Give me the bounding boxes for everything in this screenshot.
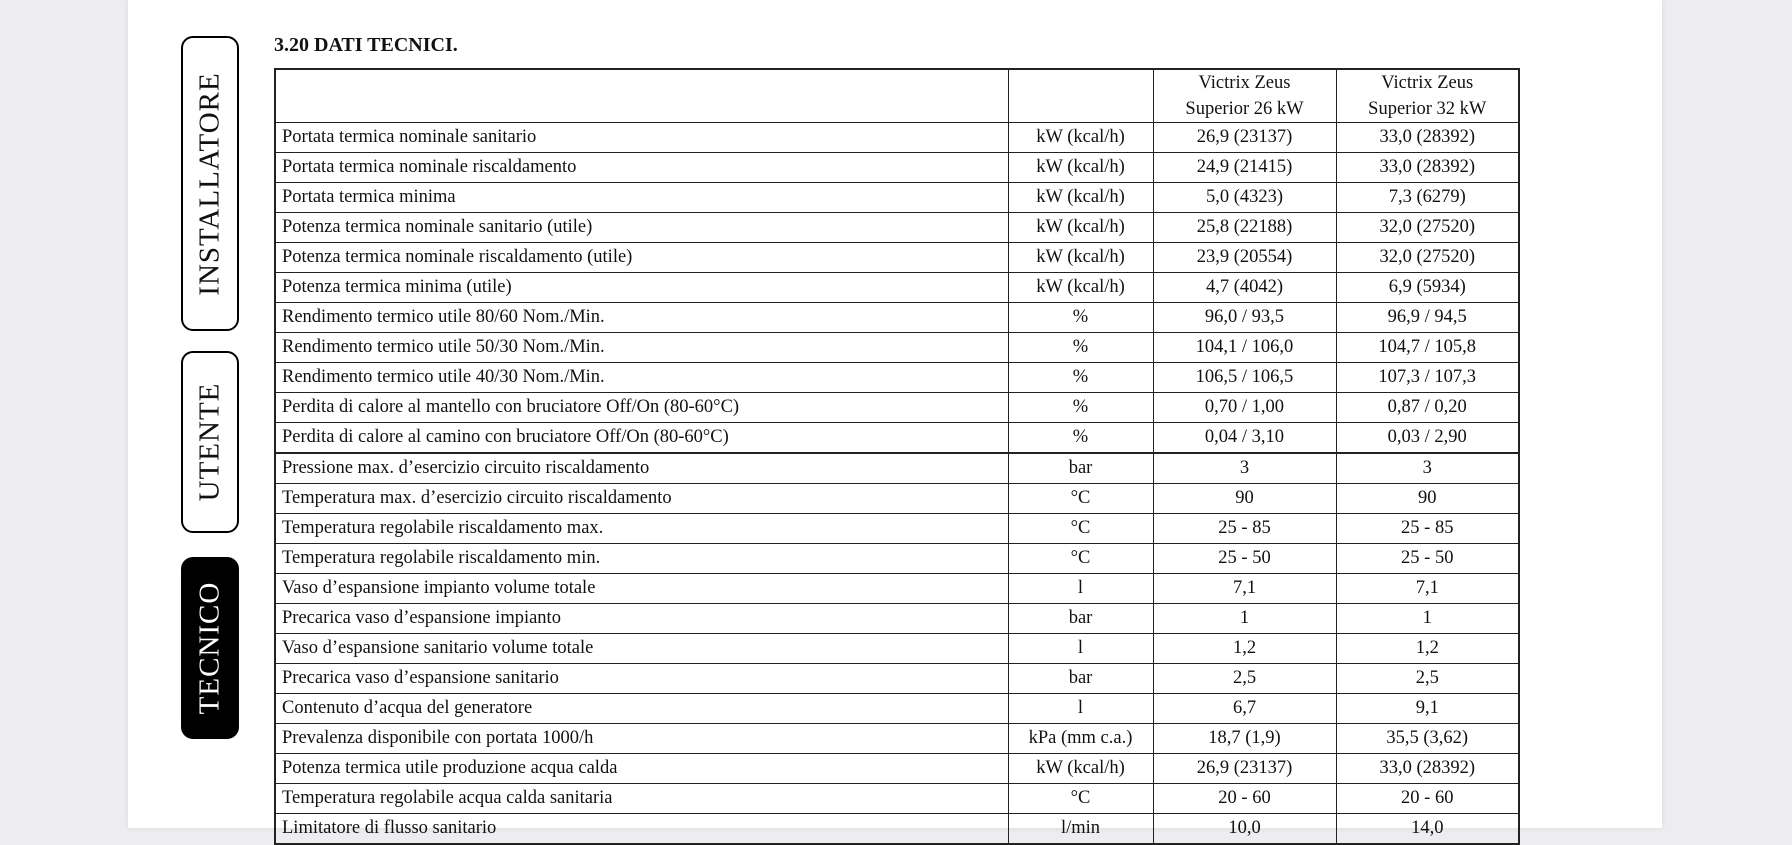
row-name: Temperatura regolabile riscaldamento max. [275,514,1008,544]
row-name: Portata termica nominale riscaldamento [275,153,1008,183]
row-value-32kw: 3 [1336,453,1519,484]
table-row [275,153,1519,183]
table-row [275,544,1519,574]
header-model-a-line1: Victrix Zeus [1198,73,1291,93]
row-value-32kw: 9,1 [1336,694,1519,724]
row-value-26kw: 96,0 / 93,5 [1153,303,1336,333]
header-model-a-line2: Superior 26 kW [1185,99,1304,119]
row-value-32kw: 107,3 / 107,3 [1336,363,1519,393]
table-row [275,273,1519,303]
row-value-32kw: 35,5 (3,62) [1336,724,1519,754]
row-unit: bar [1008,664,1153,694]
row-value-26kw: 7,1 [1153,574,1336,604]
header-model-b-line1: Victrix Zeus [1381,73,1474,93]
row-value-26kw: 20 - 60 [1153,784,1336,814]
header-empty-name [275,69,1008,123]
row-value-26kw: 1 [1153,604,1336,634]
row-value-32kw: 7,1 [1336,574,1519,604]
row-name: Contenuto d’acqua del generatore [275,694,1008,724]
table-row [275,694,1519,724]
row-unit: kPa (mm c.a.) [1008,724,1153,754]
table-row [275,363,1519,393]
row-name: Temperatura max. d’esercizio circuito riscaldamento [275,484,1008,514]
tab-utente-label: UTENTE [193,382,226,502]
row-unit: bar [1008,604,1153,634]
row-unit: °C [1008,484,1153,514]
row-value-26kw: 6,7 [1153,694,1336,724]
row-value-26kw: 2,5 [1153,664,1336,694]
row-name: Rendimento termico utile 80/60 Nom./Min. [275,303,1008,333]
row-name: Portata termica minima [275,183,1008,213]
tab-installatore[interactable] [181,36,239,331]
table-row [275,423,1519,454]
row-unit: l [1008,574,1153,604]
row-value-32kw: 33,0 (28392) [1336,153,1519,183]
row-value-32kw: 7,3 (6279) [1336,183,1519,213]
row-unit: kW (kcal/h) [1008,273,1153,303]
row-unit: % [1008,393,1153,423]
table-row [275,724,1519,754]
row-value-26kw: 106,5 / 106,5 [1153,363,1336,393]
table-header-row [275,69,1519,123]
row-name: Vaso d’espansione impianto volume totale [275,574,1008,604]
table-row [275,333,1519,363]
row-value-26kw: 4,7 (4042) [1153,273,1336,303]
table-row [275,604,1519,634]
row-name: Precarica vaso d’espansione sanitario [275,664,1008,694]
row-value-26kw: 26,9 (23137) [1153,123,1336,153]
technical-data-table [274,68,1520,845]
row-value-26kw: 104,1 / 106,0 [1153,333,1336,363]
row-value-32kw: 1 [1336,604,1519,634]
row-name: Perdita di calore al camino con bruciatore Off/On (80-60°C) [275,423,1008,454]
row-unit: kW (kcal/h) [1008,183,1153,213]
row-name: Limitatore di flusso sanitario [275,814,1008,845]
row-value-26kw: 0,70 / 1,00 [1153,393,1336,423]
row-name: Vaso d’espansione sanitario volume totale [275,634,1008,664]
header-model-b [1336,69,1519,123]
row-unit: °C [1008,514,1153,544]
table-row [275,484,1519,514]
tab-utente[interactable] [181,351,239,533]
row-value-32kw: 1,2 [1336,634,1519,664]
row-unit: °C [1008,544,1153,574]
tab-installatore-label: INSTALLATORE [193,71,226,296]
row-name: Potenza termica nominale riscaldamento (utile) [275,243,1008,273]
row-value-26kw: 23,9 (20554) [1153,243,1336,273]
row-value-32kw: 6,9 (5934) [1336,273,1519,303]
table-row [275,574,1519,604]
row-value-26kw: 25,8 (22188) [1153,213,1336,243]
row-value-32kw: 33,0 (28392) [1336,754,1519,784]
row-name: Precarica vaso d’espansione impianto [275,604,1008,634]
row-unit: % [1008,303,1153,333]
table-row [275,784,1519,814]
row-value-32kw: 32,0 (27520) [1336,213,1519,243]
row-unit: bar [1008,453,1153,484]
table-row [275,123,1519,153]
row-unit: °C [1008,784,1153,814]
row-value-32kw: 96,9 / 94,5 [1336,303,1519,333]
row-unit: kW (kcal/h) [1008,754,1153,784]
row-value-26kw: 1,2 [1153,634,1336,664]
row-unit: kW (kcal/h) [1008,153,1153,183]
row-unit: % [1008,333,1153,363]
row-unit: % [1008,423,1153,454]
header-model-a [1153,69,1336,123]
table-row [275,183,1519,213]
table-row [275,393,1519,423]
table-row [275,514,1519,544]
table-row [275,634,1519,664]
row-value-26kw: 10,0 [1153,814,1336,845]
row-unit: l/min [1008,814,1153,845]
row-name: Temperatura regolabile acqua calda sanitaria [275,784,1008,814]
row-value-32kw: 25 - 85 [1336,514,1519,544]
row-value-26kw: 25 - 50 [1153,544,1336,574]
row-value-26kw: 90 [1153,484,1336,514]
table-row [275,243,1519,273]
row-name: Potenza termica utile produzione acqua calda [275,754,1008,784]
table-row [275,754,1519,784]
table-row [275,664,1519,694]
row-value-26kw: 3 [1153,453,1336,484]
row-name: Prevalenza disponibile con portata 1000/h [275,724,1008,754]
row-unit: % [1008,363,1153,393]
tab-tecnico[interactable] [181,557,239,739]
row-name: Pressione max. d’esercizio circuito riscaldamento [275,453,1008,484]
row-value-32kw: 0,87 / 0,20 [1336,393,1519,423]
row-name: Potenza termica minima (utile) [275,273,1008,303]
row-unit: l [1008,634,1153,664]
header-model-b-line2: Superior 32 kW [1368,99,1487,119]
row-value-26kw: 24,9 (21415) [1153,153,1336,183]
row-value-26kw: 5,0 (4323) [1153,183,1336,213]
row-unit: kW (kcal/h) [1008,213,1153,243]
row-value-32kw: 32,0 (27520) [1336,243,1519,273]
row-value-32kw: 104,7 / 105,8 [1336,333,1519,363]
section-title: 3.20 DATI TECNICI. [274,34,458,56]
row-name: Temperatura regolabile riscaldamento min. [275,544,1008,574]
tab-tecnico-label: TECNICO [193,581,226,715]
row-name: Rendimento termico utile 50/30 Nom./Min. [275,333,1008,363]
row-value-32kw: 0,03 / 2,90 [1336,423,1519,454]
row-value-26kw: 25 - 85 [1153,514,1336,544]
table-row [275,303,1519,333]
table-row [275,814,1519,845]
row-unit: kW (kcal/h) [1008,243,1153,273]
row-value-32kw: 2,5 [1336,664,1519,694]
row-value-32kw: 20 - 60 [1336,784,1519,814]
header-empty-unit [1008,69,1153,123]
row-value-32kw: 14,0 [1336,814,1519,845]
table-row [275,453,1519,484]
row-value-26kw: 26,9 (23137) [1153,754,1336,784]
row-name: Rendimento termico utile 40/30 Nom./Min. [275,363,1008,393]
row-unit: kW (kcal/h) [1008,123,1153,153]
row-value-26kw: 18,7 (1,9) [1153,724,1336,754]
row-value-26kw: 0,04 / 3,10 [1153,423,1336,454]
row-value-32kw: 33,0 (28392) [1336,123,1519,153]
row-value-32kw: 90 [1336,484,1519,514]
row-name: Perdita di calore al mantello con bruciatore Off/On (80-60°C) [275,393,1008,423]
row-name: Portata termica nominale sanitario [275,123,1008,153]
row-name: Potenza termica nominale sanitario (utile) [275,213,1008,243]
table-row [275,213,1519,243]
row-unit: l [1008,694,1153,724]
row-value-32kw: 25 - 50 [1336,544,1519,574]
